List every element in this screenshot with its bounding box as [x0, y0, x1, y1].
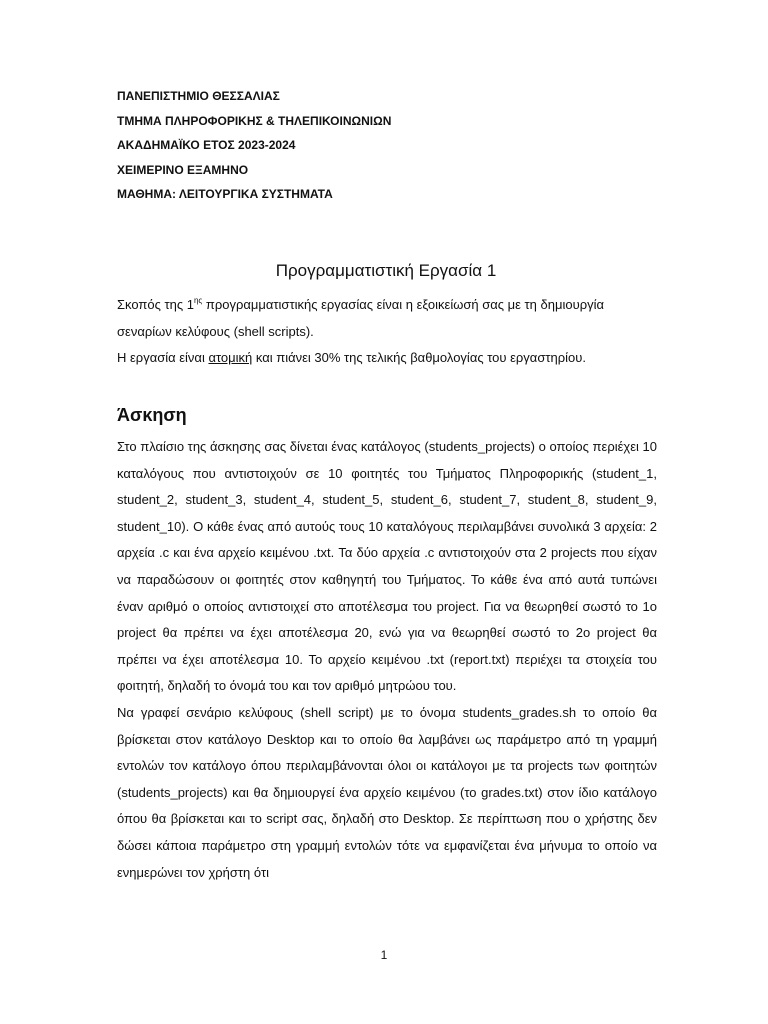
intro-weight-start: Η εργασία είναι [117, 350, 209, 365]
university-name: ΠΑΝΕΠΙΣΤΗΜΙΟ ΘΕΣΣΑΛΙΑΣ [117, 89, 280, 103]
exercise-paragraph-2: Να γραφεί σενάριο κελύφους (shell script) με το όνομα students_grades.sh το οποίο θα βρίσκεται στον κατάλογο Desktop και το οποίο θα λαμβάνει ως παράμετρο από τη γραμμή εντολών τον κατάλογο όπου περιλαμβάνονται όλοι οι κατάλογοι με τα projects των φοιτητών (students_projects) και θα δημιουργεί ένα αρχείο κειμένου (το grades.txt) στον ίδιο κατάλογο όπου θα βρίσκεται και το script σας, δηλαδή στο Desktop. Σε περίπτωση που ο χρήστης δεν δώσει κάποια παράμετρο στη γραμμή εντολών τότε να εμφανίζεται ένα μήνυμα το οποίο να ενημερώνει τον χρήστη ότι [117, 704, 657, 880]
intro-purpose-start: Σκοπός της 1 [117, 297, 194, 312]
document-header [117, 84, 677, 207]
ordinal-superscript: ης [193, 296, 203, 305]
semester: ΧΕΙΜΕΡΙΝΟ ΕΞΑΜΗΝΟ [117, 162, 249, 177]
intro-weight-rest: και πιάνει 30% της τελικής βαθμολογίας του εργαστηρίου. [252, 350, 586, 365]
intro-purpose-rest: προγραμματιστικής εργασίας είναι η εξοικείωσή σας με τη δημιουργία σεναρίων κελύφους (shell scripts). [117, 297, 604, 339]
course-name: ΜΑΘΗΜΑ: ΛΕΙΤΟΥΡΓΙΚΑ ΣΥΣΤΗΜΑΤΑ [117, 187, 333, 202]
individual-emphasis: ατομική [208, 350, 253, 365]
intro-paragraph-purpose [117, 292, 657, 345]
intro-paragraph-weight [117, 345, 657, 372]
document-title: Προγραμματιστική Εργασία 1 [275, 261, 497, 280]
department-name: ΤΜΗΜΑ ΠΛΗΡΟΦΟΡΙΚΗΣ & ΤΗΛΕΠΙΚΟΙΝΩΝΙΩΝ [117, 113, 392, 128]
intro-section [117, 292, 657, 372]
exercise-paragraph-1: Στο πλαίσιο της άσκησης σας δίνεται ένας κατάλογος (students_projects) ο οποίος περιέχει 10 καταλόγους που αντιστοιχούν σε 10 φοιτητές του Τμήματος Πληροφορικής (student_1, student_2, student_3, student_4, student_5, student_6, student_7, student_8, student_9, student_10). Ο κάθε ένας από αυτούς τους 10 καταλόγους περιλαμβάνει συνολικά 3 αρχεία: 2 αρχεία .c και ένα αρχείο κειμένου .txt. Τα δύο αρχεία .c αντιστοιχούν στα 2 projects που είχαν να παραδώσουν οι φοιτητές στον καθηγητή του Τμήματος. Το κάθε ένα από αυτά τυπώνει έναν αριθμό ο οποίος αντιστοιχεί στο αποτέλεσμα του project. Για να θεωρηθεί σωστό το 1ο project θα πρέπει να έχει αποτέλεσμα 20, ενώ για να θεωρηθεί σωστό το 2ο project θα πρέπει να έχει αποτέλεσμα 10. Το αρχείο κειμένου .txt (report.txt) περιέχει τα στοιχεία του φοιτητή, δηλαδή το όνομά του και τον αριθμό μητρώου του. [117, 439, 657, 694]
section-heading-exercise: Άσκηση [117, 405, 187, 425]
exercise-body [117, 434, 657, 886]
academic-year: ΑΚΑΔΗΜΑΪΚΟ ΕΤΟΣ 2023-2024 [117, 138, 296, 153]
page-number: 1 [380, 948, 388, 962]
